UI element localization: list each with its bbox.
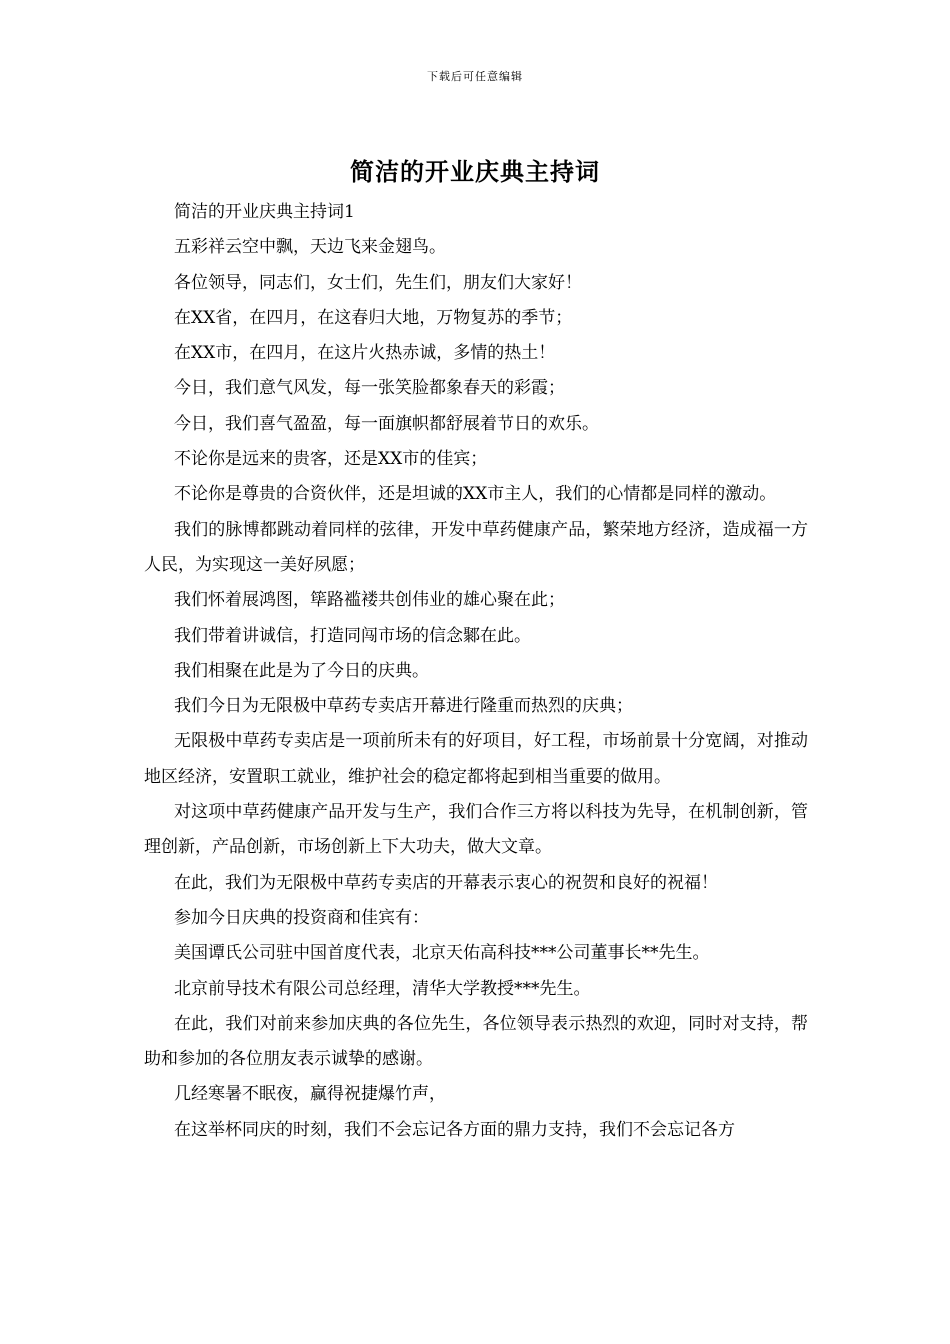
paragraph: 简洁的开业庆典主持词1: [174, 202, 355, 222]
paragraph: 我们今日为无限极中草药专卖店开幕进行隆重而热烈的庆典；: [174, 696, 633, 717]
document-title: 简洁的开业庆典主持词: [350, 157, 600, 186]
paragraph: 各位领导，同志们，女士们，先生们，朋友们大家好！: [174, 272, 582, 293]
paragraph: 在XX省，在四月，在这春归大地，万物复苏的季节；: [174, 307, 573, 328]
paragraph: 今日，我们喜气盈盈，每一面旗帜都舒展着节日的欢乐。: [174, 413, 599, 434]
paragraph: 我们的脉博都跳动着同样的弦律，开发中草药健康产品，繁荣地方经济，造成福一方人民，为实现这一美好夙愿；: [144, 519, 808, 575]
paragraph: 我们相聚在此是为了今日的庆典。: [174, 660, 429, 681]
paragraph: 美国谭氏公司驻中国首度代表，北京天佑高科技***公司董事长**先生。: [174, 943, 710, 964]
paragraph: 五彩祥云空中飘，天边飞来金翅鸟。: [174, 237, 446, 258]
paragraph: 在此，我们对前来参加庆典的各位先生，各位领导表示热烈的欢迎，同时对支持，帮助和参加的各位朋友表示诚挚的感谢。: [144, 1013, 808, 1070]
paragraph: 我们带着讲诚信，打造同闯市场的信念鄹在此。: [174, 625, 531, 646]
paragraph: 今日，我们意气风发，每一张笑脸都象春天的彩霞；: [174, 378, 565, 399]
paragraph: 几经寒暑不眠夜，赢得祝捷爆竹声，: [174, 1084, 446, 1105]
paragraph: 在这举杯同庆的时刻，我们不会忘记各方面的鼎力支持，我们不会忘记各方: [174, 1119, 735, 1140]
document-body: [144, 195, 808, 1148]
paragraph: 我们怀着展鸿图，筚路褴褛共创伟业的雄心聚在此；: [174, 590, 565, 611]
paragraph: 不论你是远来的贵客，还是XX市的佳宾；: [174, 449, 488, 470]
paragraph: 北京前导技术有限公司总经理，清华大学教授***先生。: [174, 978, 591, 999]
paragraph: 在XX市，在四月，在这片火热赤诚，多情的热土！: [174, 343, 556, 364]
paragraph: 不论你是尊贵的合资伙伴，还是坦诚的XX市主人，我们的心情都是同样的激动。: [174, 484, 777, 505]
paragraph: 无限极中草药专卖店是一项前所未有的好项目，好工程，市场前景十分宽阔，对推动地区经济，安置职工就业，维护社会的稳定都将起到相当重要的做用。: [144, 731, 808, 787]
paragraph: 对这项中草药健康产品开发与生产，我们合作三方将以科技为先导，在机制创新，管理创新，产品创新，市场创新上下大功夫，做大文章。: [144, 802, 808, 858]
header-note: 下载后可任意编辑: [427, 70, 523, 83]
paragraph: 在此，我们为无限极中草药专卖店的开幕表示衷心的祝贺和良好的祝福！: [174, 872, 718, 893]
paragraph: 参加今日庆典的投资商和佳宾有：: [174, 907, 429, 928]
